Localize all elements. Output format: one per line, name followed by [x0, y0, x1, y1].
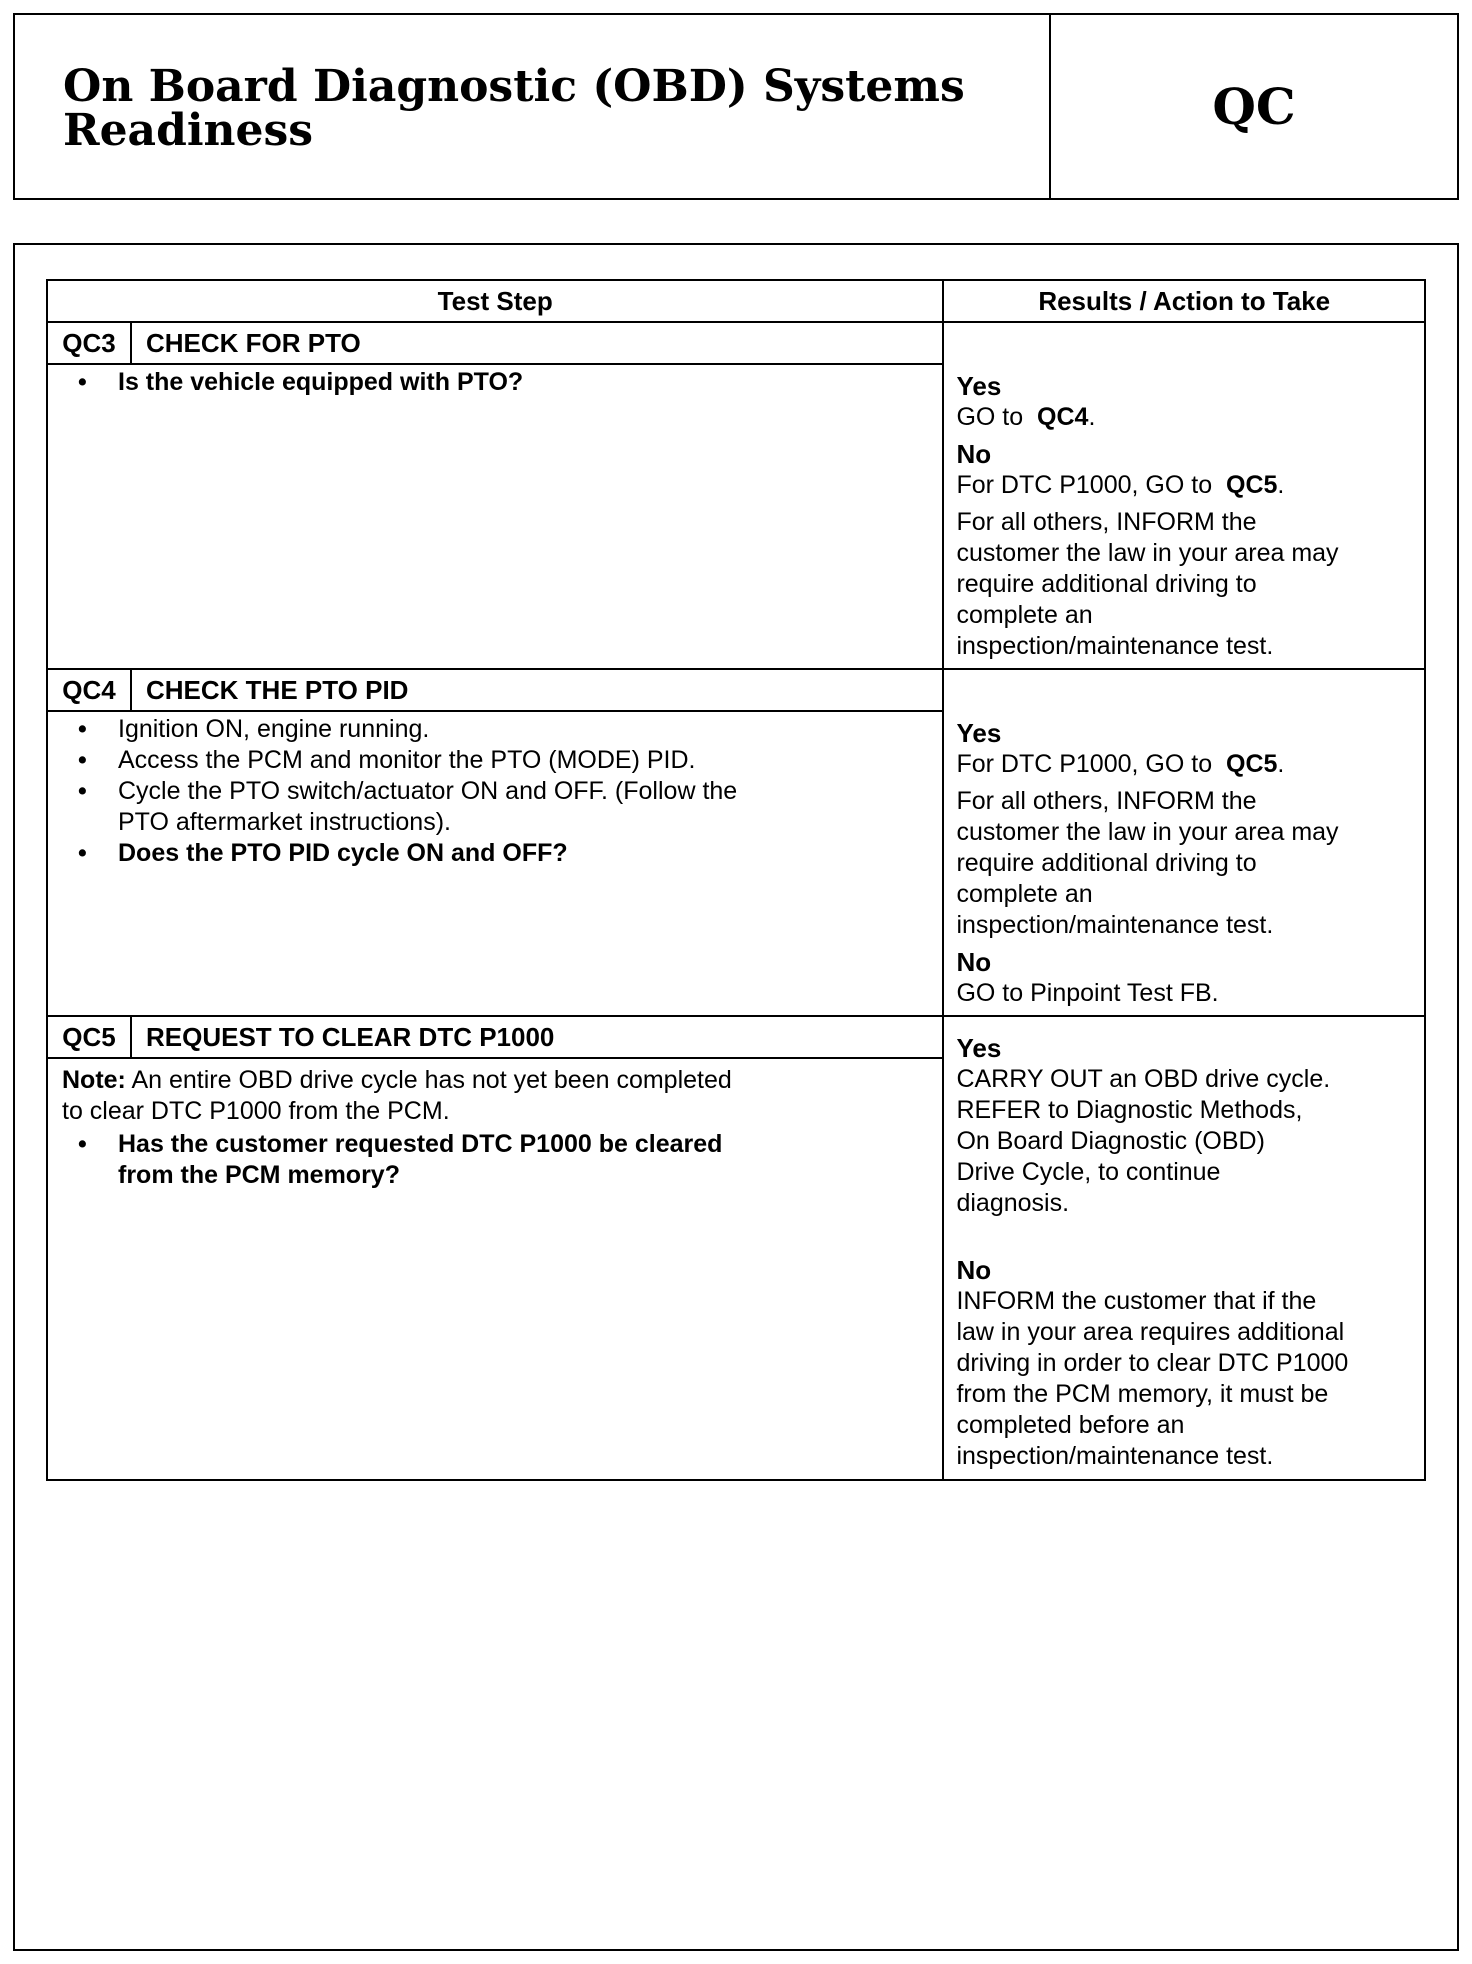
qc4-step-header [48, 670, 942, 712]
col-test-step: Test Step [47, 280, 943, 322]
qc4-bullet-3 [78, 776, 926, 838]
table-header-row [47, 280, 1425, 322]
qc4-question: • Does the PTO PID cycle ON and OFF? [78, 838, 926, 869]
table-row [47, 1016, 1425, 1480]
qc5-yes-4: Drive Cycle, to continue [956, 1158, 1221, 1186]
qc4-inform-1: For all others, INFORM the [956, 787, 1257, 815]
qc5-yes-2: REFER to Diagnostic Methods, [956, 1096, 1303, 1124]
qc5-note [62, 1061, 926, 1129]
qc3-no-text: For DTC P1000, GO to [956, 471, 1213, 499]
qc4-bullet-1: • Ignition ON, engine running. [78, 714, 926, 745]
qc5-note-1: An entire OBD drive cycle has not yet been completed [131, 1066, 732, 1094]
qc5-question-1: Has the customer requested DTC P1000 be cleared [118, 1130, 723, 1158]
qc3-id: QC3 [48, 323, 132, 363]
title-line-1: On Board Diagnostic (OBD) Systems [63, 61, 965, 112]
qc5-no-label: No [956, 1255, 992, 1285]
qc4-no-label: No [956, 947, 992, 977]
qc5-question [78, 1129, 926, 1191]
qc3-body [48, 365, 942, 404]
qc4-bullet-2: • Access the PCM and monitor the PTO (MODE) PID. [78, 745, 926, 776]
page-title [15, 15, 1049, 198]
qc4-no-text: GO to Pinpoint Test FB. [956, 979, 1219, 1007]
qc5-no-3: driving in order to clear DTC P1000 [956, 1349, 1349, 1377]
test-step-table [46, 279, 1426, 1481]
qc5-no-6: inspection/maintenance test. [956, 1442, 1274, 1470]
qc5-no-5: completed before an [956, 1411, 1185, 1439]
qc3-inform-1: For all others, INFORM the [956, 508, 1257, 536]
qc4-title: CHECK THE PTO PID [146, 674, 409, 705]
qc5-yes-3: On Board Diagnostic (OBD) [956, 1127, 1265, 1155]
table-row [47, 669, 1425, 1016]
qc3-inform-5: inspection/maintenance test. [956, 632, 1274, 660]
qc5-step-cell [47, 1016, 943, 1480]
qc3-yes-label: Yes [956, 371, 1002, 401]
qc3-no-label: No [956, 439, 992, 469]
qc3-inform-3: require additional driving to [956, 570, 1257, 598]
qc5-id: QC5 [48, 1017, 132, 1057]
col-results: Results / Action to Take [943, 280, 1425, 322]
qc5-yes-1: CARRY OUT an OBD drive cycle. [956, 1065, 1331, 1093]
qc4-inform-4: complete an [956, 880, 1093, 908]
qc4-results-cell: Yes For DTC P1000, GO to QC5. For all others, INFORM the customer the law in your area may require additional driving to complete an inspection/maintenance test. No GO to Pinpoint Test FB. [943, 669, 1425, 1016]
qc5-question-2: from the PCM memory? [118, 1161, 400, 1189]
qc3-inform-2: customer the law in your area may [956, 539, 1339, 567]
page-header [13, 13, 1459, 200]
qc4-yes-target: QC5 [1226, 750, 1278, 778]
qc4-bullet-3-line-2: PTO aftermarket instructions). [118, 808, 451, 836]
qc4-yes-label: Yes [956, 718, 1002, 748]
qc3-question: • Is the vehicle equipped with PTO? [78, 367, 926, 398]
qc5-title: REQUEST TO CLEAR DTC P1000 [146, 1021, 555, 1052]
qc5-step-header [48, 1017, 942, 1059]
qc5-yes-5: diagnosis. [956, 1189, 1070, 1217]
qc4-body [48, 712, 942, 875]
qc4-inform-3: require additional driving to [956, 849, 1257, 877]
qc5-yes-label: Yes [956, 1033, 1002, 1063]
qc5-no-2: law in your area requires additional [956, 1318, 1345, 1346]
qc3-step-cell [47, 322, 943, 669]
qc3-yes-target: QC4 [1037, 403, 1089, 431]
qc3-results-cell: Yes GO to QC4. No For DTC P1000, GO to QC5. For all others, INFORM the customer the law in your area may require additional driving to complete an inspection/maintenance test. [943, 322, 1425, 669]
qc3-step-header [48, 323, 942, 365]
qc4-inform-2: customer the law in your area may [956, 818, 1339, 846]
section-code: QC [1049, 15, 1457, 198]
qc3-no-target: QC5 [1226, 471, 1278, 499]
qc5-body [48, 1059, 942, 1197]
qc4-bullet-3-line-1: Cycle the PTO switch/actuator ON and OFF. (Follow the [118, 777, 738, 805]
qc5-no-4: from the PCM memory, it must be [956, 1380, 1329, 1408]
qc5-results-cell [943, 1016, 1425, 1480]
qc4-step-cell [47, 669, 943, 1016]
qc3-yes-text: GO to [956, 403, 1024, 431]
qc5-note-label: Note: [62, 1066, 126, 1094]
title-line-2: Readiness [63, 105, 314, 156]
qc3-title: CHECK FOR PTO [146, 327, 361, 358]
qc5-note-2: to clear DTC P1000 from the PCM. [62, 1097, 450, 1125]
qc4-id: QC4 [48, 670, 132, 710]
table-row [47, 322, 1425, 669]
qc5-no-1: INFORM the customer that if the [956, 1287, 1317, 1315]
qc3-inform-4: complete an [956, 601, 1093, 629]
qc4-yes-text: For DTC P1000, GO to [956, 750, 1213, 778]
qc4-inform-5: inspection/maintenance test. [956, 911, 1274, 939]
